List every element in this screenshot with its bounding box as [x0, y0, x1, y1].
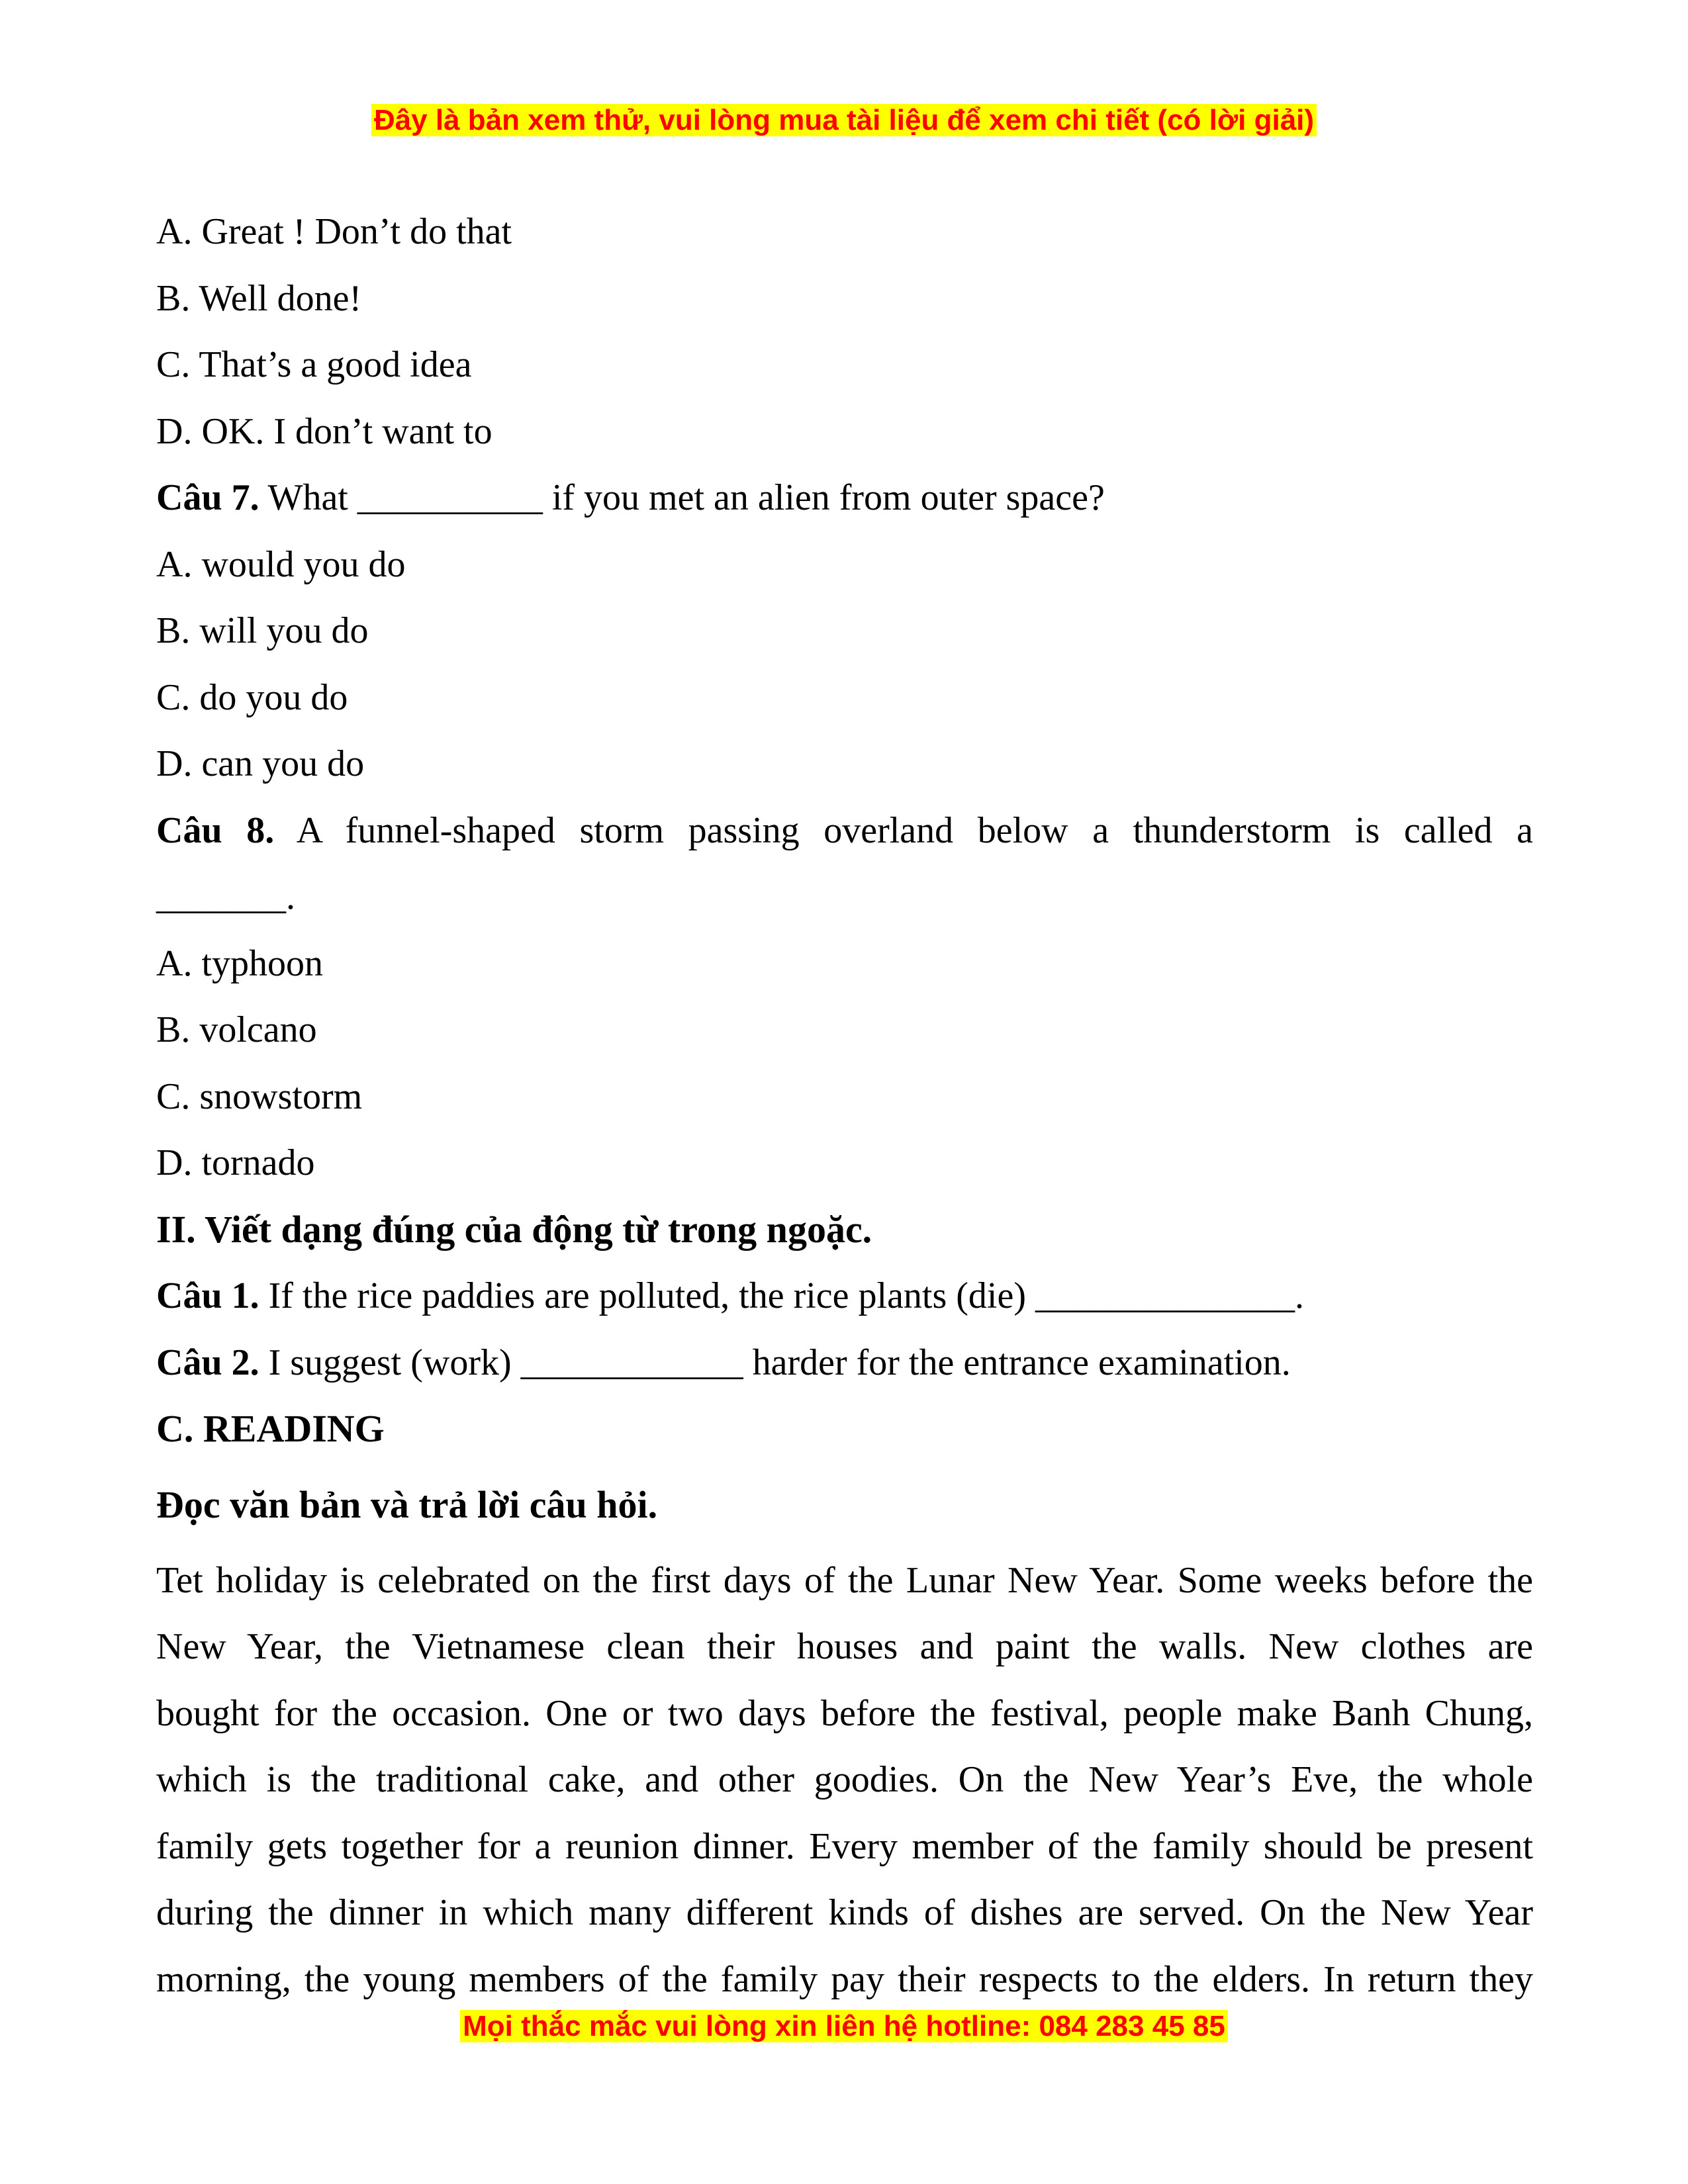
- q7-option-c: C. do you do: [156, 676, 348, 718]
- q8-label: Câu 8.: [156, 809, 275, 851]
- section2-heading: II. Viết dạng đúng của động từ trong ngoặc.: [156, 1207, 872, 1251]
- section2-q1: [156, 1263, 1533, 1330]
- q8-option-b: B. volcano: [156, 1009, 317, 1050]
- reading-passage-line: Tet holiday is celebrated on the first days of the Lunar New Year. Some weeks before the: [156, 1559, 1533, 1601]
- q8-text: A funnel-shaped storm passing overland below a thunderstorm is called a: [274, 809, 1533, 851]
- q8-question-line2: _______.: [156, 876, 295, 917]
- document-body: [156, 199, 1533, 2013]
- q8-option-a: A. typhoon: [156, 942, 323, 984]
- reading-instruction: Đọc văn bản và trả lời câu hỏi.: [156, 1482, 658, 1526]
- q6-option-d: D. OK. I don’t want to: [156, 410, 492, 452]
- hotline-notice-banner: [0, 2007, 1688, 2046]
- q8-option-d: D. tornado: [156, 1142, 315, 1183]
- reading-heading: C. READING: [156, 1407, 385, 1450]
- q6-option-a: A. Great ! Don’t do that: [156, 211, 512, 252]
- section2-q2-text: I suggest (work) ____________ harder for the entrance examination.: [259, 1342, 1291, 1383]
- q7-question: [156, 465, 1533, 531]
- reading-passage-line: during the dinner in which many different kinds of dishes are served. On the New Year: [156, 1892, 1533, 1933]
- q7-option-b: B. will you do: [156, 610, 369, 651]
- q7-text: What __________ if you met an alien from outer space?: [259, 477, 1105, 518]
- q7-label: Câu 7.: [156, 477, 259, 518]
- q8-option-c: C. snowstorm: [156, 1075, 363, 1117]
- section2-q2-label: Câu 2.: [156, 1342, 259, 1383]
- reading-passage-line: New Year, the Vietnamese clean their houses and paint the walls. New clothes are: [156, 1626, 1533, 1667]
- section2-q1-label: Câu 1.: [156, 1275, 259, 1316]
- preview-notice-text: Đây là bản xem thử, vui lòng mua tài liệu để xem chi tiết (có lời giải): [371, 104, 1317, 136]
- reading-passage-line: bought for the occasion. One or two days before the festival, people make Banh Chung,: [156, 1692, 1533, 1734]
- reading-passage-line: family gets together for a reunion dinner. Every member of the family should be present: [156, 1825, 1533, 1867]
- reading-passage-line: morning, the young members of the family pay their respects to the elders. In return they: [156, 1958, 1533, 2000]
- preview-notice-banner: [0, 101, 1688, 140]
- section2-q1-text: If the rice paddies are polluted, the rice plants (die) ______________.: [259, 1275, 1304, 1316]
- q8-question-line1: [156, 797, 1533, 864]
- hotline-notice-text: Mọi thắc mắc vui lòng xin liên hệ hotline: 084 283 45 85: [460, 2010, 1228, 2042]
- section2-q2: [156, 1330, 1533, 1396]
- q6-option-b: B. Well done!: [156, 277, 362, 319]
- q7-option-a: A. would you do: [156, 543, 406, 585]
- q7-option-d: D. can you do: [156, 743, 365, 784]
- q6-option-c: C. That’s a good idea: [156, 344, 472, 385]
- reading-passage-line: which is the traditional cake, and other goodies. On the New Year’s Eve, the whole: [156, 1759, 1533, 1800]
